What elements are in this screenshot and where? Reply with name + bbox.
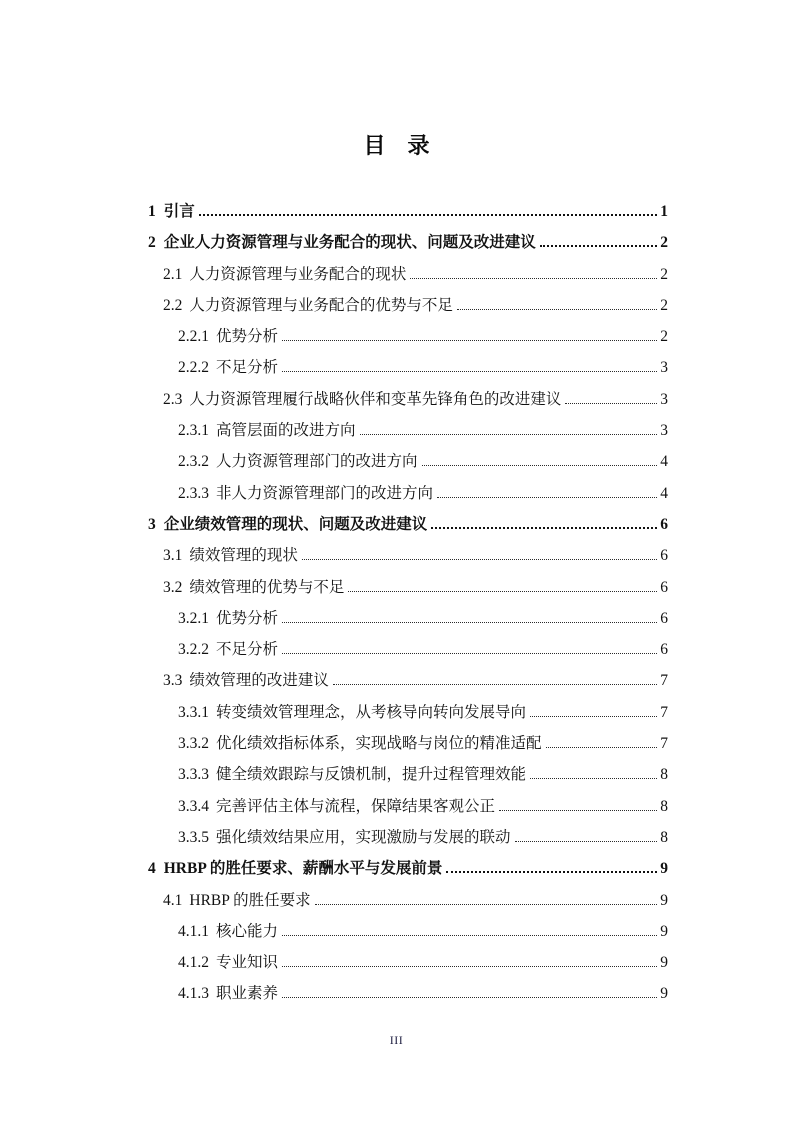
dot-leader xyxy=(333,684,657,685)
toc-entry-page: 6 xyxy=(660,578,668,596)
dot-leader xyxy=(546,747,658,748)
toc-entry-page: 2 xyxy=(660,296,668,314)
toc-entry-label: 人力资源管理部门的改进方向 xyxy=(216,453,418,471)
toc-entry-page: 7 xyxy=(660,703,668,721)
toc-entry-label: 企业绩效管理的现状、问题及改进建议 xyxy=(163,515,428,533)
toc-entry-page: 9 xyxy=(660,954,668,972)
toc-entry-label: 健全绩效跟踪与反馈机制，提升过程管理效能 xyxy=(216,766,527,784)
dot-leader xyxy=(282,935,657,936)
toc-entry-label: HRBP 的胜任要求、薪酬水平与发展前景 xyxy=(163,860,443,878)
toc-entry[interactable] xyxy=(148,446,668,477)
toc-entry-number: 2.3.3 xyxy=(178,484,209,502)
toc-entry-page: 8 xyxy=(660,797,668,815)
toc-entry-number: 2.2.1 xyxy=(178,328,209,346)
toc-entry-page: 9 xyxy=(660,860,668,878)
dot-leader xyxy=(282,622,657,623)
toc-entry-number: 3.3 xyxy=(163,672,183,690)
toc-entry-label: 绩效管理的改进建议 xyxy=(189,672,329,690)
toc-entry-page: 6 xyxy=(660,515,668,533)
toc-entry[interactable] xyxy=(148,478,668,509)
toc-entry-number: 3.2 xyxy=(163,578,183,596)
toc-entry-label: 绩效管理的优势与不足 xyxy=(189,578,345,596)
toc-entry[interactable] xyxy=(148,697,668,728)
toc-entry-page: 9 xyxy=(660,891,668,909)
toc-entry-page: 9 xyxy=(660,922,668,940)
toc-entry[interactable] xyxy=(148,509,668,540)
dot-leader xyxy=(315,904,658,905)
toc-entry-label: 优势分析 xyxy=(216,328,279,346)
dot-leader xyxy=(282,966,657,967)
toc-entry[interactable] xyxy=(148,290,668,321)
toc-entry-label: HRBP 的胜任要求 xyxy=(189,891,311,909)
dot-leader xyxy=(282,371,657,372)
dot-leader xyxy=(282,997,657,998)
dot-leader xyxy=(431,527,657,529)
toc-entry-label: 完善评估主体与流程，保障结果客观公正 xyxy=(216,797,496,815)
dot-leader xyxy=(530,778,657,779)
toc-entry-label: 优化绩效指标体系，实现战略与岗位的精准适配 xyxy=(216,735,542,753)
toc-entry-label: 职业素养 xyxy=(216,985,279,1003)
toc-entry-label: 引言 xyxy=(163,203,195,220)
toc-entry[interactable] xyxy=(148,791,668,822)
toc-entry-number: 2.1 xyxy=(163,265,183,283)
dot-leader xyxy=(457,309,657,310)
toc-entry[interactable] xyxy=(148,352,668,383)
toc-list xyxy=(148,196,668,1010)
toc-entry-page: 2 xyxy=(660,265,668,283)
toc-entry-number: 3.3.1 xyxy=(178,703,209,721)
dot-leader xyxy=(565,403,657,404)
toc-entry-number: 3.2.1 xyxy=(178,609,209,627)
dot-leader xyxy=(302,559,657,560)
toc-entry-page: 2 xyxy=(660,234,668,252)
dot-leader xyxy=(360,434,658,435)
toc-entry-page: 6 xyxy=(660,547,668,565)
toc-entry[interactable] xyxy=(148,978,668,1009)
toc-entry-label: 不足分析 xyxy=(216,359,279,377)
toc-entry-number: 4 xyxy=(148,860,156,878)
toc-entry-number: 3.3.5 xyxy=(178,828,209,846)
toc-entry-page: 8 xyxy=(660,766,668,784)
toc-entry-number: 4.1.3 xyxy=(178,985,209,1003)
toc-entry-number: 2.3.1 xyxy=(178,422,209,440)
toc-entry[interactable] xyxy=(148,634,668,665)
toc-entry[interactable] xyxy=(148,947,668,978)
toc-entry-label: 人力资源管理履行战略伙伴和变革先锋角色的改进建议 xyxy=(189,390,562,408)
dot-leader xyxy=(515,841,658,842)
toc-entry-page: 7 xyxy=(660,735,668,753)
toc-entry-label: 企业人力资源管理与业务配合的现状、问题及改进建议 xyxy=(163,234,536,252)
toc-entry-page: 1 xyxy=(660,203,668,220)
toc-entry[interactable] xyxy=(148,728,668,759)
toc-entry-page: 7 xyxy=(660,672,668,690)
toc-entry-page: 4 xyxy=(660,453,668,471)
toc-entry-label: 转变绩效管理理念，从考核导向转向发展导向 xyxy=(216,703,527,721)
toc-entry-page: 3 xyxy=(660,422,668,440)
toc-entry-label: 不足分析 xyxy=(216,641,279,659)
toc-entry-number: 2.2 xyxy=(163,296,183,314)
toc-entry-number: 3.2.2 xyxy=(178,641,209,659)
toc-entry-number: 3.3.3 xyxy=(178,766,209,784)
toc-entry-number: 2.3 xyxy=(163,390,183,408)
dot-leader xyxy=(348,591,657,592)
dot-leader xyxy=(282,653,657,654)
toc-entry-label: 绩效管理的现状 xyxy=(189,547,298,565)
dot-leader xyxy=(282,340,657,341)
toc-entry-number: 4.1.1 xyxy=(178,922,209,940)
toc-entry-label: 非人力资源管理部门的改进方向 xyxy=(216,484,434,502)
toc-entry[interactable] xyxy=(148,259,668,290)
toc-entry-label: 优势分析 xyxy=(216,609,279,627)
toc-entry-page: 9 xyxy=(660,985,668,1003)
dot-leader xyxy=(437,497,657,498)
toc-entry[interactable] xyxy=(148,916,668,947)
toc-entry-number: 2.3.2 xyxy=(178,453,209,471)
dot-leader xyxy=(540,245,657,247)
toc-entry-number: 3.3.2 xyxy=(178,735,209,753)
toc-entry-number: 3.3.4 xyxy=(178,797,209,815)
toc-entry[interactable] xyxy=(148,603,668,634)
toc-entry-page: 3 xyxy=(660,390,668,408)
toc-entry-page: 8 xyxy=(660,828,668,846)
toc-entry-number: 2.2.2 xyxy=(178,359,209,377)
toc-entry-number: 2 xyxy=(148,234,156,252)
toc-entry[interactable] xyxy=(148,540,668,571)
dot-leader xyxy=(410,278,657,279)
dot-leader xyxy=(446,871,657,873)
toc-entry[interactable] xyxy=(148,665,668,696)
toc-entry[interactable] xyxy=(148,853,668,884)
toc-entry-page: 6 xyxy=(660,641,668,659)
toc-entry[interactable] xyxy=(148,227,668,258)
toc-entry[interactable] xyxy=(148,759,668,790)
footer-page-number: III xyxy=(389,1033,404,1047)
toc-entry[interactable] xyxy=(148,572,668,603)
toc-entry-page: 2 xyxy=(660,328,668,346)
toc-entry-label: 强化绩效结果应用，实现激励与发展的联动 xyxy=(216,828,511,846)
toc-entry-page: 3 xyxy=(660,359,668,377)
toc-entry[interactable] xyxy=(148,321,668,352)
toc-entry[interactable] xyxy=(148,415,668,446)
dot-leader xyxy=(499,810,657,811)
toc-entry[interactable] xyxy=(148,822,668,853)
toc-entry-label: 人力资源管理与业务配合的优势与不足 xyxy=(189,296,453,314)
dot-leader xyxy=(199,214,657,216)
toc-entry[interactable] xyxy=(148,384,668,415)
toc-entry-number: 1 xyxy=(148,203,156,220)
toc-entry-label: 核心能力 xyxy=(216,922,279,940)
toc-entry-label: 高管层面的改进方向 xyxy=(216,422,356,440)
toc-entry-page: 6 xyxy=(660,609,668,627)
toc-entry[interactable] xyxy=(148,885,668,916)
toc-title: 目 录 xyxy=(363,133,430,158)
toc-entry-number: 3 xyxy=(148,515,156,533)
toc-entry-page: 4 xyxy=(660,484,668,502)
toc-entry-number: 4.1.2 xyxy=(178,954,209,972)
dot-leader xyxy=(422,465,658,466)
toc-entry-label: 专业知识 xyxy=(216,954,279,972)
dot-leader xyxy=(530,716,657,717)
toc-entry-number: 3.1 xyxy=(163,547,183,565)
toc-entry-label: 人力资源管理与业务配合的现状 xyxy=(189,265,407,283)
toc-entry-number: 4.1 xyxy=(163,891,183,909)
toc-entry[interactable] xyxy=(148,196,668,227)
